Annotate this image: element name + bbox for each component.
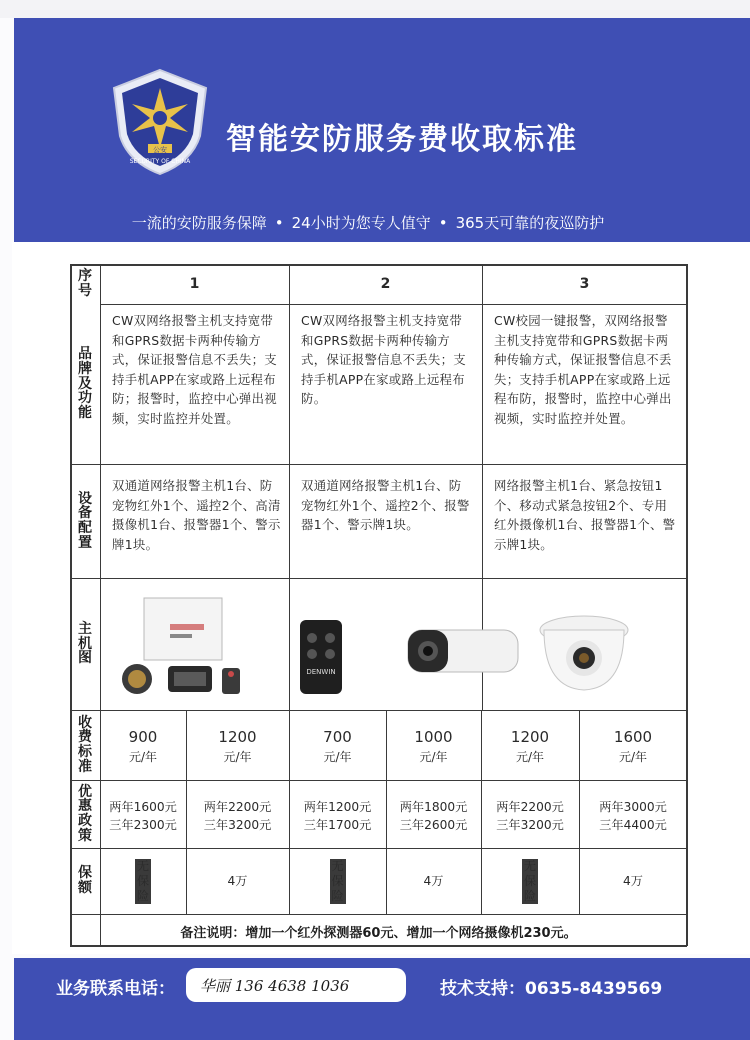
- insurance-cell: 无保险: [136, 858, 150, 903]
- fee-cell: 1600 元/年: [613, 728, 653, 764]
- contact-phone[interactable]: 华丽 136 4638 1036: [186, 968, 406, 1002]
- package-function: CW双网络报警主机支持宽带和GPRS数据卡两种传输方式，保证报警信息不丢失；支持手机APP在家或路上远程布防。: [301, 313, 466, 406]
- row-label-fee: 收费标准: [78, 714, 92, 775]
- tagline: 一流的安防服务保障 • 24小时为您专人值守 • 365天可靠的夜巡防护: [131, 214, 605, 232]
- badge-text-bottom: SECURITY OF CHINA: [129, 158, 191, 165]
- promo-cell: 两年1200元 三年1700元: [303, 800, 372, 832]
- insurance-cell: 无保险: [523, 858, 537, 903]
- row-label-seq: 序号: [78, 268, 92, 299]
- fee-cell: 900 元/年: [128, 728, 158, 764]
- promo-cell: 两年2200元 三年3200元: [203, 800, 272, 832]
- promo-cell: 两年3000元 三年4400元: [599, 800, 667, 832]
- remote-image: [296, 616, 346, 698]
- footnote: 备注说明：增加一个红外探测器60元、增加一个网络摄像机230元。: [180, 925, 577, 941]
- fee-cell: 1000 元/年: [414, 728, 453, 764]
- promo-cell: 两年1600元 三年2300元: [109, 800, 177, 832]
- package-config: 双通道网络报警主机1台、防宠物红外1个、遥控2个、报警器1个、警示牌1块。: [301, 478, 470, 532]
- row-label-promo: 优惠政策: [78, 783, 92, 844]
- promo-cell: 两年2200元 三年3200元: [496, 800, 564, 832]
- package-function: CW校园一键报警，双网络报警主机支持宽带和GPRS数据卡两种传输方式，保证报警信息不丢失；支持手机APP在家或路上远程布防，报警时，监控中心弹出视频，实时监控并处置。: [494, 313, 672, 426]
- support-phone[interactable]: 0635-8439569: [525, 979, 663, 999]
- bullet-camera-image: [402, 622, 524, 686]
- remote-brand: DENWIN: [306, 668, 336, 676]
- row-label-insurance: 保额: [78, 865, 92, 896]
- insurance-cell: 4万: [227, 873, 248, 888]
- row-label-image: 主机图: [78, 620, 92, 667]
- fee-cell: 700 元/年: [323, 728, 352, 764]
- security-badge-icon: [108, 66, 212, 178]
- package-function: CW双网络报警主机支持宽带和GPRS数据卡两种传输方式，保证报警信息不丢失；支持手机APP在家或路上远程布防；报警时，监控中心弹出视频，实时监控并处置。: [112, 313, 277, 426]
- package-config: 网络报警主机1台、紧急按钮1个、移动式紧急按钮2个、专用红外摄像机1台、报警器1个、警示牌1块。: [494, 478, 676, 552]
- alarm-host-image: [110, 588, 280, 700]
- fee-cell: 1200 元/年: [510, 728, 550, 764]
- badge-text-top: 公安: [153, 146, 167, 154]
- package-number: 2: [380, 276, 391, 292]
- insurance-cell: 无保险: [331, 858, 344, 903]
- fee-cell: 1200 元/年: [218, 728, 257, 764]
- package-number: 1: [189, 276, 200, 292]
- row-label-brand: 品牌及功能: [78, 346, 92, 422]
- row-label-config: 设备配置: [78, 490, 92, 551]
- insurance-cell: 4万: [623, 873, 643, 888]
- top-margin: [0, 0, 750, 18]
- insurance-cell: 4万: [423, 873, 444, 888]
- tagline-item: 24小时为您专人值守: [291, 214, 431, 232]
- tagline-item: 365天可靠的夜巡防护: [455, 214, 605, 232]
- fee-table: [70, 264, 687, 946]
- promo-cell: 两年1800元 三年2600元: [399, 800, 468, 832]
- tech-support: [440, 974, 662, 999]
- page-title: 智能安防服务费收取标准: [226, 122, 578, 157]
- dome-camera-image: [536, 604, 632, 700]
- tagline-item: 一流的安防服务保障: [131, 214, 267, 232]
- package-config: 双通道网络报警主机1台、防宠物红外1个、遥控2个、高清摄像机1台、报警器1个、警示牌1块。: [112, 478, 281, 552]
- package-number: 3: [579, 276, 590, 292]
- contact-label: 业务联系电话：: [56, 979, 175, 999]
- support-label: 技术支持：: [440, 979, 525, 999]
